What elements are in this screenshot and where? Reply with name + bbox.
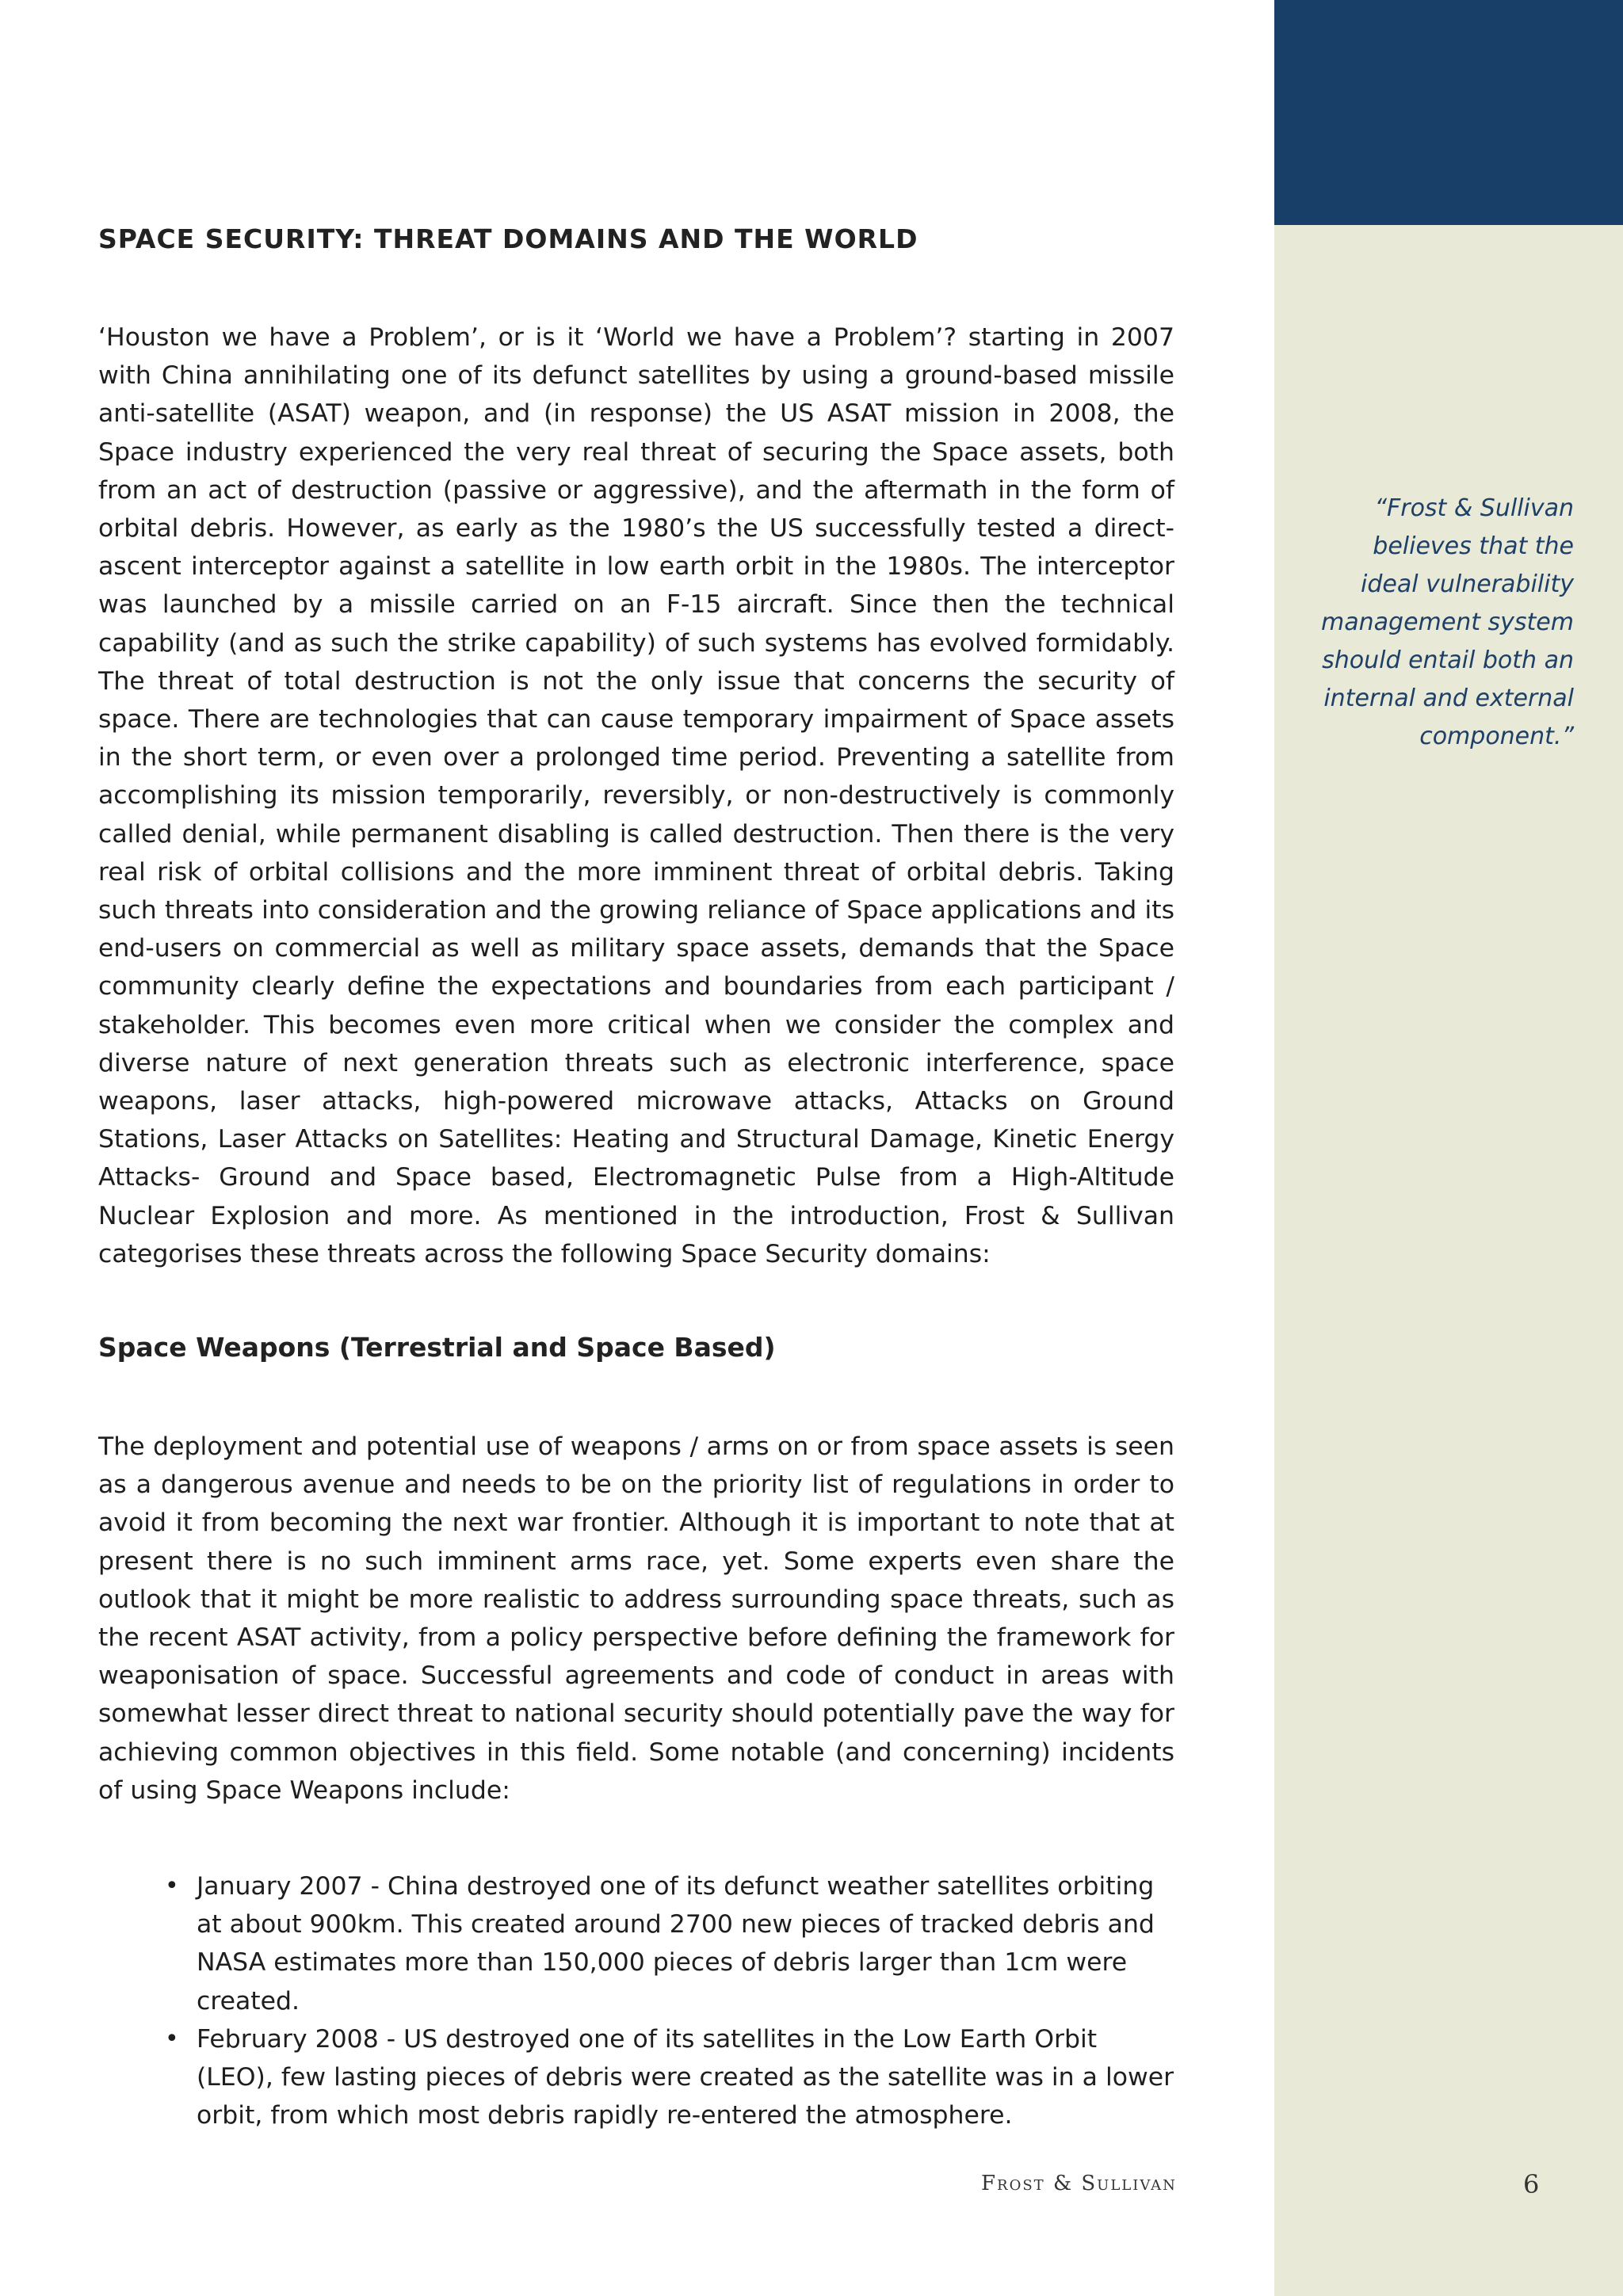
sidebar [1274,0,1623,2296]
list-item [165,1867,1174,2020]
pull-quote: “Frost & Sullivan believes that the ideal vulnerability management system should entail both an internal and external component.” [1321,494,1574,750]
list-item-text: January 2007 - China destroyed one of its defunct weather satellites orbiting at about 900km. This created around 2700 new pieces of tracked debris and NASA estimates more than 150,000 pieces of debris larger than 1cm were created. [197,1872,1155,2016]
page-number: 6 [1523,2169,1540,2199]
incident-list [165,2020,1174,2135]
bullet-icon: • [165,1872,179,1900]
footer-brand: Frost & Sullivan [981,2172,1177,2195]
sidebar-header-block [1274,0,1623,225]
bullet-icon: • [165,2025,179,2053]
space-weapons-paragraph: The deployment and potential use of weapons / arms on or from space assets is seen as a dangerous avenue and needs to be on the priority list of regulations in order to avoid it from becoming the next war frontier. Although it is important to note that at present there is no such imminent arms race, yet. Some experts even share the outlook that it might be more realistic to address surrounding space threats, such as the recent ASAT activity, from a policy perspective before defining the framework for weaponisation of space. Successful agreements and code of conduct in areas with somewhat lesser direct threat to national security should potentially pave the way for achieving common objectives in this field. Some notable (and concerning) incidents of using Space Weapons include: [98,1432,1174,1805]
list-item-text: February 2008 - US destroyed one of its satellites in the Low Earth Orbit (LEO), few lasting pieces of debris were created as the satellite was in a lower orbit, from which most debris rapidly re-entered the atmosphere. [197,2025,1174,2130]
incident-list [165,1867,1174,2020]
intro-paragraph: ‘Houston we have a Problem’, or is it ‘World we have a Problem’? starting in 2007 with China annihilating one of its defunct satellites by using a ground-based missile anti-satellite (ASAT) weapon, and (in response) the US ASAT mission in 2008, the Space industry experienced the very real threat of securing the Space assets, both from an act of destruction (passive or aggressive), and the aftermath in the form of orbital debris. However, as early as the 1980’s the US successfully tested a direct-ascent interceptor against a satellite in low earth orbit in the 1980s. The interceptor was launched by a missile carried on an F-15 aircraft. Since then the technical capability (and as such the strike capability) of such systems has evolved formidably. The threat of total destruction is not the only issue that concerns the security of space. There are technologies that can cause temporary impairment of Space assets in the short term, or even over a prolonged time period. Preventing a satellite from accomplishing its mission temporarily, reversibly, or non-destructively is commonly called denial, while permanent disabling is called destruction. Then there is the very real risk of orbital collisions and the more imminent threat of orbital debris. Taking such threats into consideration and the growing reliance of Space applications and its end-users on commercial as well as military space assets, demands that the Space community clearly define the expectations and boundaries from each participant / stakeholder. This becomes even more critical when we consider the complex and diverse nature of next generation threats such as electronic interference, space weapons, laser attacks, high-powered microwave attacks, Attacks on Ground Stations, Laser Attacks on Satellites: Heating and Structural Damage, Kinetic Energy Attacks- Ground and Space based, Electromagnetic Pulse from a High-Altitude Nuclear Explosion and more. As mentioned in the introduction, Frost & Sullivan categorises these threats across the following Space Security domains: [98,323,1174,1268]
section-heading: Space Weapons (Terrestrial and Space Based) [98,1332,776,1363]
list-item [165,2020,1174,2135]
page-title: SPACE SECURITY: THREAT DOMAINS AND THE WORLD [98,223,918,254]
